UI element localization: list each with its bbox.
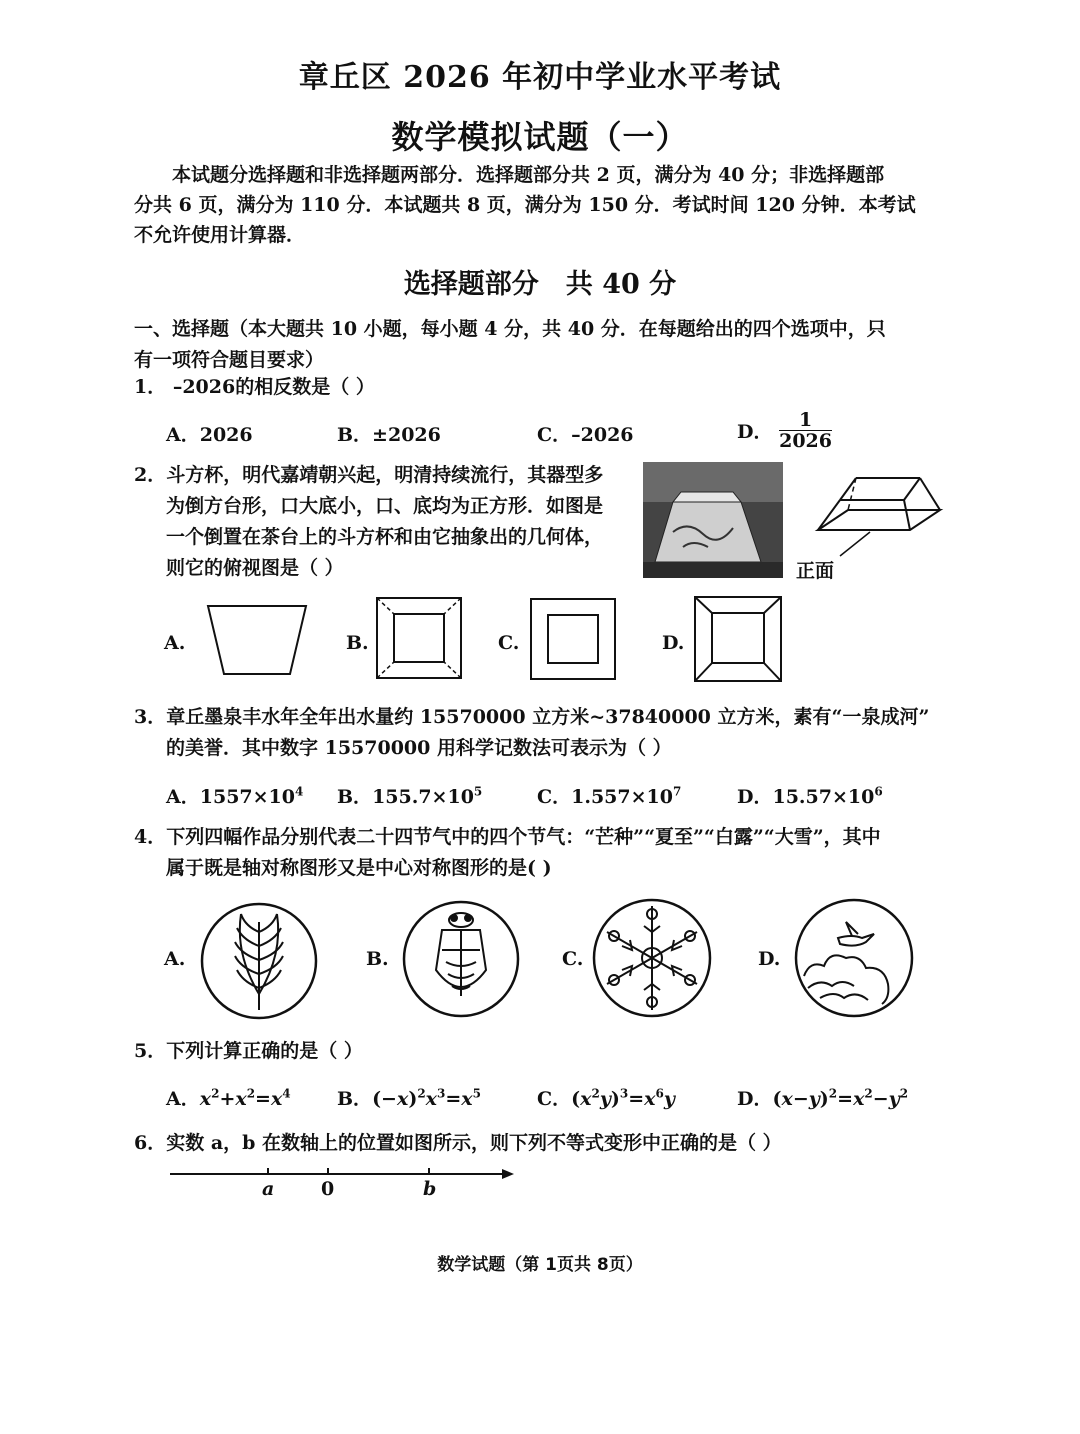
- q5-option-d: D．$(x-y)^2=x^2-y^2$: [737, 1086, 909, 1110]
- q3-option-a: [166, 782, 303, 809]
- q2-option-c: C.: [498, 632, 520, 654]
- q1-option-b: B．±2026: [337, 424, 441, 446]
- q5-option-c-label: C．: [537, 1088, 572, 1110]
- q3-option-a-base: 1557×10: [199, 786, 295, 808]
- q4-stem-line: 4．下列四幅作品分别代表二十四节气中的四个节气：“芒种”“夏至”“白露”“大雪”，其中: [134, 826, 881, 848]
- part-heading-line: 有一项符合题目要求）: [134, 349, 325, 371]
- cup-photo: [643, 462, 783, 578]
- snowflake-icon: [592, 898, 712, 1018]
- q1-fraction-denominator: 2026: [779, 430, 832, 452]
- number-line-label-a: a: [262, 1178, 275, 1200]
- q1-option-a: A．2026: [166, 424, 253, 446]
- q3-option-a-label: A．: [166, 786, 200, 808]
- q6-stem: 6．实数 a，b 在数轴上的位置如图所示，则下列不等式变形中正确的是（ ）: [134, 1132, 782, 1154]
- q3-option-d: [737, 782, 883, 809]
- exam-instructions: [134, 160, 924, 250]
- q3-option-c-base: 1.557×10: [571, 786, 673, 808]
- q1-stem: 1． –2026的相反数是（ ）: [134, 376, 375, 398]
- q3-stem-line: 的美誉．其中数字 15570000 用科学记数法可表示为（ ）: [166, 737, 672, 759]
- q2-option-a-figure: [206, 604, 308, 678]
- q1-option-d-label: D．: [737, 421, 773, 443]
- q2-stem: [134, 460, 639, 584]
- wheat-icon: [200, 902, 318, 1020]
- q2-option-b: B.: [346, 632, 369, 654]
- q3-stem: [134, 702, 934, 764]
- q3-option-c: [537, 782, 681, 809]
- q2-option-d-figure: [694, 596, 782, 682]
- q3-stem-line: 3．章丘墨泉丰水年全年出水量约 15570000 立方米~37840000 立方米，素有“一泉成河”: [134, 706, 930, 728]
- q3-option-a-exponent: 4: [295, 784, 304, 799]
- q2-stem-line: 为倒方台形，口大底小，口、底均为正方形．如图是: [166, 495, 604, 517]
- q4-option-a: A.: [164, 948, 186, 970]
- number-line-label-b: b: [423, 1178, 437, 1200]
- q5-option-c: C．$(x^2y)^3=x^6y$: [537, 1086, 675, 1110]
- cup-photo-drawing: [643, 462, 783, 578]
- frustum-diagram: [808, 466, 943, 546]
- section-title: 选择题部分 共 40 分: [403, 269, 677, 300]
- q5-option-a-label: A．: [166, 1088, 200, 1110]
- exam-title: 章丘区 2026 年初中学业水平考试: [298, 60, 782, 95]
- q2-option-a: A.: [164, 632, 186, 654]
- number-line-label-zero: 0: [321, 1178, 335, 1200]
- q4-stem: [134, 822, 934, 884]
- q3-option-b: [337, 782, 482, 809]
- exam-subtitle: 数学模拟试题（一）: [391, 118, 689, 156]
- q4-option-b: B.: [366, 948, 389, 970]
- q1-option-d: [737, 410, 832, 451]
- instructions-line: 分共 6 页，满分为 110 分．本试题共 8 页，满分为 150 分．考试时间 120 分钟．本考试: [134, 194, 916, 216]
- q1-fraction-numerator: 1: [779, 410, 832, 431]
- q3-option-b-label: B．: [337, 786, 373, 808]
- q5-stem: 5．下列计算正确的是（ ）: [134, 1040, 363, 1062]
- q2-option-d: D.: [662, 632, 685, 654]
- part-heading-line: 一、选择题（本大题共 10 小题，每小题 4 分，共 40 分．在每题给出的四个选项中，只: [134, 318, 886, 340]
- q5-option-b: B．$(-x)^2x^3=x^5$: [337, 1086, 481, 1110]
- cicada-icon: [402, 900, 520, 1018]
- q2-option-c-figure: [530, 598, 616, 680]
- number-line: [168, 1164, 516, 1188]
- q5-option-b-label: B．: [337, 1088, 373, 1110]
- bird-clouds-icon: [794, 898, 914, 1018]
- q3-option-b-exponent: 5: [473, 784, 483, 799]
- q3-option-c-exponent: 7: [672, 784, 682, 799]
- q2-stem-line: 则它的俯视图是（ ）: [166, 557, 344, 579]
- part-heading: [134, 314, 934, 376]
- q3-option-c-label: C．: [537, 786, 572, 808]
- q3-option-d-base: 15.57×10: [772, 786, 875, 808]
- q3-option-b-base: 155.7×10: [372, 786, 474, 808]
- q4-option-c: C.: [562, 948, 584, 970]
- q2-stem-line: 2．斗方杯，明代嘉靖朝兴起，明清持续流行，其器型多: [134, 464, 604, 486]
- q4-option-d: D.: [758, 948, 781, 970]
- instructions-line: 不允许使用计算器．: [134, 224, 306, 246]
- q4-stem-line: 属于既是轴对称图形又是中心对称图形的是( ): [166, 857, 552, 879]
- instructions-line: 本试题分选择题和非选择题两部分．选择题部分共 2 页，满分为 40 分；非选择题部: [172, 164, 885, 186]
- q1-fraction: [779, 410, 832, 451]
- q5-option-d-label: D．: [737, 1088, 773, 1110]
- page-footer: 数学试题（第 1页共 8页）: [437, 1255, 643, 1275]
- q1-option-c: C．–2026: [537, 424, 634, 446]
- front-view-label: 正面: [796, 560, 835, 582]
- q2-option-b-figure: [376, 597, 462, 679]
- q3-option-d-label: D．: [737, 786, 773, 808]
- q5-option-a: A．$x^2+x^2=x^4$: [166, 1086, 291, 1110]
- q2-stem-line: 一个倒置在茶台上的斗方杯和由它抽象出的几何体，: [166, 526, 604, 548]
- q3-option-d-exponent: 6: [874, 784, 883, 799]
